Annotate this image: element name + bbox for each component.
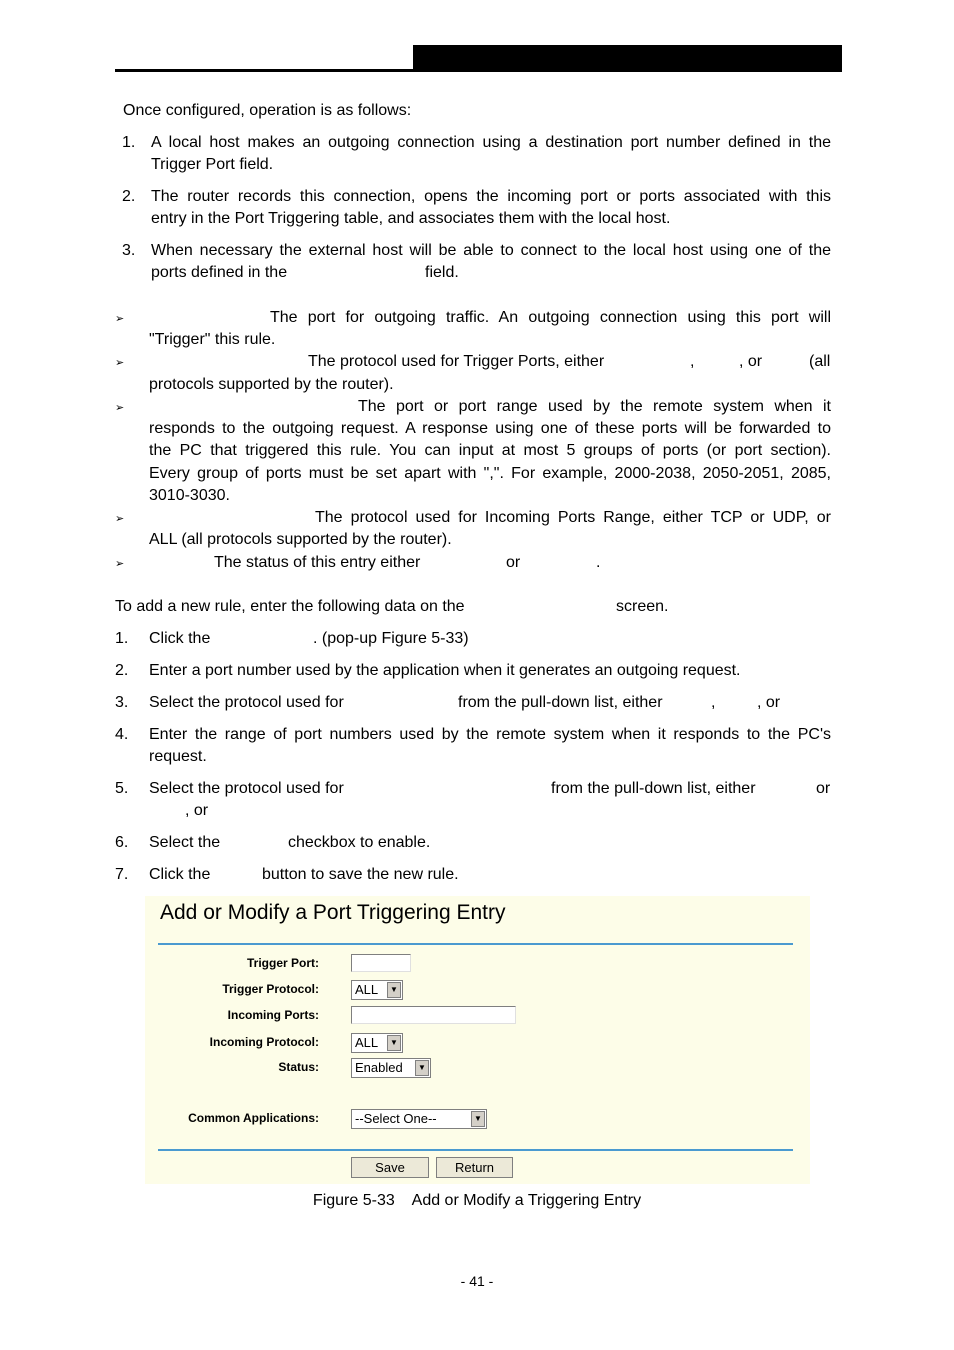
- bullet-icon: ➢: [115, 402, 125, 414]
- op-step-number: 3.: [122, 242, 136, 259]
- bullet-icon: ➢: [115, 313, 125, 325]
- bullet-icon: ➢: [115, 513, 125, 525]
- op-step-number: 2.: [122, 188, 136, 205]
- add-step-5-b: from the pull-down list, either: [551, 780, 756, 797]
- common-applications-label: Common Applications:: [188, 1111, 319, 1125]
- def-status-a: The status of this entry either: [214, 554, 421, 571]
- add-step-3-c: ,: [711, 694, 716, 711]
- add-step-6-b: checkbox to enable.: [288, 834, 431, 851]
- form-top-divider: [158, 943, 793, 945]
- def-trigger-port-line1: The port for outgoing traffic. An outgoing connection using this port will: [270, 309, 831, 326]
- add-step-3-a: Select the protocol used for: [149, 694, 344, 711]
- def-incoming-ports-line5: 3010-3030.: [149, 487, 230, 504]
- def-trigger-protocol-line2: protocols supported by the router).: [149, 376, 394, 393]
- op-step-1-line1: A local host makes an outgoing connection using a destination port number defined in the: [151, 134, 831, 151]
- figure-caption: Figure 5-33 Add or Modify a Triggering Entry: [312, 1192, 642, 1209]
- add-step-number: 3.: [115, 694, 129, 711]
- incoming-protocol-value: ALL: [355, 1035, 379, 1050]
- trigger-port-input[interactable]: [351, 954, 411, 972]
- add-rule-intro-a: To add a new rule, enter the following data on the: [115, 598, 465, 615]
- chevron-down-icon[interactable]: ▼: [415, 1060, 429, 1076]
- op-step-1-line2: Trigger Port field.: [151, 156, 274, 173]
- def-trigger-protocol-a: The protocol used for Trigger Ports, either: [308, 353, 605, 370]
- add-step-4-line2: request.: [149, 748, 207, 765]
- op-step-2-line1: The router records this connection, opens the incoming port or ports associated with this: [151, 188, 831, 205]
- add-rule-intro-b: screen.: [616, 598, 669, 615]
- common-applications-select[interactable]: [351, 1109, 487, 1129]
- op-step-3-line2a: ports defined in the: [151, 264, 288, 281]
- trigger-protocol-select[interactable]: [351, 980, 403, 1000]
- add-step-2-text: Enter a port number used by the application when it generates an outgoing request.: [149, 662, 741, 679]
- chevron-down-icon[interactable]: ▼: [387, 982, 401, 998]
- add-step-6-a: Select the: [149, 834, 221, 851]
- chevron-down-icon[interactable]: ▼: [471, 1111, 485, 1127]
- common-applications-value: --Select One--: [355, 1111, 437, 1126]
- add-step-number: 1.: [115, 630, 129, 647]
- add-step-number: 5.: [115, 780, 129, 797]
- form-bottom-divider: [158, 1149, 793, 1151]
- def-incoming-ports-line3: the PC that triggered this rule. You can input at most 5 groups of ports (or port section).: [149, 442, 831, 459]
- def-incoming-protocol-line2: ALL (all protocols supported by the router).: [149, 531, 452, 548]
- add-step-number: 6.: [115, 834, 129, 851]
- add-step-7-a: Click the: [149, 866, 211, 883]
- header-bar: [413, 45, 842, 72]
- add-step-1-a: Click the: [149, 630, 211, 647]
- incoming-ports-label: Incoming Ports:: [227, 1008, 319, 1022]
- def-status-c: .: [596, 554, 601, 571]
- def-incoming-protocol-line1: The protocol used for Incoming Ports Range, either TCP or UDP, or: [315, 509, 831, 526]
- def-trigger-protocol-d: (all: [809, 353, 831, 370]
- save-button[interactable]: Save: [351, 1157, 429, 1178]
- chevron-down-icon[interactable]: ▼: [387, 1035, 401, 1051]
- add-step-1-b: . (pop-up Figure 5-33): [313, 630, 469, 647]
- def-trigger-port-line2: "Trigger" this rule.: [149, 331, 276, 348]
- add-step-number: 7.: [115, 866, 129, 883]
- op-step-number: 1.: [122, 134, 136, 151]
- status-select[interactable]: [351, 1058, 431, 1078]
- def-trigger-protocol-c: , or: [739, 353, 763, 370]
- add-step-number: 2.: [115, 662, 129, 679]
- incoming-protocol-label: Incoming Protocol:: [209, 1035, 319, 1049]
- port-triggering-form: [145, 896, 810, 1184]
- return-button[interactable]: Return: [436, 1157, 513, 1178]
- add-step-5-line2: , or: [185, 802, 209, 819]
- incoming-protocol-select[interactable]: [351, 1033, 403, 1053]
- op-step-2-line2: entry in the Port Triggering table, and associates them with the local host.: [151, 210, 671, 227]
- bullet-icon: ➢: [115, 357, 125, 369]
- header-rule: [115, 69, 413, 72]
- add-step-5-a: Select the protocol used for: [149, 780, 344, 797]
- trigger-protocol-value: ALL: [355, 982, 379, 997]
- def-trigger-protocol-b: ,: [690, 353, 695, 370]
- add-step-7-b: button to save the new rule.: [262, 866, 459, 883]
- add-step-3-b: from the pull-down list, either: [458, 694, 663, 711]
- op-step-3-line1: When necessary the external host will be able to connect to the local host using one of the: [151, 242, 831, 259]
- status-label: Status:: [278, 1060, 319, 1074]
- incoming-ports-input[interactable]: [351, 1006, 516, 1024]
- def-incoming-ports-line4: Every group of ports must be set apart with ",". For example, 2000-2038, 2050-2051, 2085,: [149, 465, 831, 482]
- add-step-4-line1: Enter the range of port numbers used by the remote system when it responds to the PC's: [149, 726, 831, 743]
- add-step-3-d: , or: [757, 694, 781, 711]
- def-incoming-ports-line2: responds to the outgoing request. A response using one of these ports will be forwarded to: [149, 420, 831, 437]
- op-step-3-line2b: field.: [425, 264, 459, 281]
- trigger-port-label: Trigger Port:: [246, 956, 319, 970]
- add-step-5-c: or: [816, 780, 831, 797]
- status-value: Enabled: [355, 1060, 403, 1075]
- add-step-number: 4.: [115, 726, 129, 743]
- trigger-protocol-label: Trigger Protocol:: [222, 982, 319, 996]
- page-number: - 41 -: [460, 1273, 494, 1289]
- bullet-icon: ➢: [115, 558, 125, 570]
- def-status-b: or: [506, 554, 521, 571]
- form-title: Add or Modify a Port Triggering Entry: [160, 901, 506, 924]
- def-incoming-ports-line1: The port or port range used by the remote system when it: [358, 398, 831, 415]
- intro-text: Once configured, operation is as follows:: [123, 102, 412, 119]
